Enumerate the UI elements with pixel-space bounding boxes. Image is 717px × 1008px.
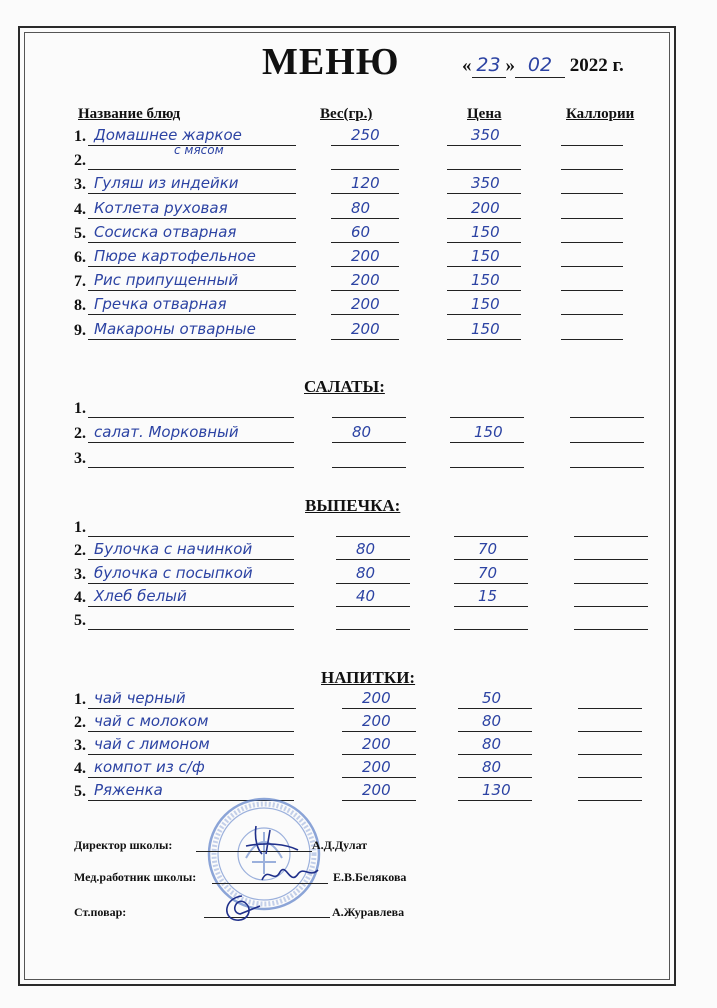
calories-line bbox=[561, 145, 623, 146]
menu-row bbox=[74, 246, 674, 270]
dish-name-line bbox=[88, 218, 296, 219]
price-line bbox=[454, 606, 528, 607]
dish-name: компот из с/ф bbox=[94, 758, 205, 776]
price-line bbox=[458, 800, 532, 801]
row-number: 3. bbox=[74, 737, 86, 754]
dish-price: 150 bbox=[471, 247, 500, 265]
dish-weight: 200 bbox=[362, 781, 391, 799]
header-price: Цена bbox=[467, 106, 502, 122]
row-number: 1. bbox=[74, 691, 86, 708]
header-weight: Вес(гр.) bbox=[320, 106, 373, 122]
calories-line bbox=[561, 339, 623, 340]
medic-name: Е.В.Белякова bbox=[333, 870, 407, 884]
row-number: 1. bbox=[74, 128, 86, 145]
calories-line bbox=[574, 583, 648, 584]
weight-line bbox=[331, 290, 399, 291]
dish-price: 350 bbox=[471, 174, 500, 193]
row-number: 8. bbox=[74, 297, 86, 315]
weight-line bbox=[332, 467, 406, 468]
dish-name-line bbox=[88, 169, 296, 170]
price-line bbox=[447, 314, 521, 315]
menu-row bbox=[74, 688, 674, 712]
price-line bbox=[458, 708, 532, 709]
dish-name: булочка с посыпкой bbox=[94, 563, 253, 582]
price-line bbox=[450, 417, 524, 418]
dish-name: салат. Морковный bbox=[94, 423, 239, 441]
dish-weight: 200 bbox=[351, 319, 380, 338]
row-number: 9. bbox=[74, 321, 86, 339]
dish-name: Макароны отварные bbox=[94, 319, 256, 338]
row-number: 2. bbox=[74, 714, 86, 731]
calories-line bbox=[578, 708, 642, 709]
calories-line bbox=[570, 467, 644, 468]
calories-line bbox=[561, 218, 623, 219]
calories-line bbox=[578, 777, 642, 778]
dish-weight: 200 bbox=[351, 295, 380, 314]
section-title-salads: САЛАТЫ: bbox=[304, 377, 385, 396]
price-line bbox=[447, 193, 521, 194]
dish-name: Пюре картофельное bbox=[94, 247, 256, 265]
director-signature bbox=[236, 820, 306, 860]
dish-price: 150 bbox=[471, 319, 500, 338]
dish-name-line bbox=[88, 266, 296, 267]
dish-name: Ряженка bbox=[94, 781, 163, 799]
dish-price: 70 bbox=[478, 563, 498, 582]
dish-weight: 200 bbox=[362, 712, 391, 730]
dish-price: 150 bbox=[471, 271, 500, 290]
dish-price: 70 bbox=[478, 540, 498, 559]
dish-name-line bbox=[88, 242, 296, 243]
dish-name-line bbox=[88, 339, 296, 340]
weight-line bbox=[332, 442, 406, 443]
row-number: 5. bbox=[74, 783, 86, 800]
row-number: 4. bbox=[74, 588, 86, 606]
price-line bbox=[454, 536, 528, 537]
dish-name-line bbox=[88, 629, 294, 630]
dish-name-line bbox=[88, 467, 294, 468]
weight-line bbox=[342, 731, 416, 732]
dish-weight: 80 bbox=[356, 563, 376, 582]
calories-line bbox=[561, 314, 623, 315]
dish-name: чай с лимоном bbox=[94, 735, 210, 753]
menu-row bbox=[74, 586, 674, 610]
dish-name-line bbox=[88, 731, 294, 732]
calories-line bbox=[561, 242, 623, 243]
dish-name: Сосиска отварная bbox=[94, 222, 237, 241]
weight-line bbox=[331, 193, 399, 194]
row-number: 2. bbox=[74, 542, 86, 560]
menu-row bbox=[74, 173, 674, 197]
dish-name-line bbox=[88, 583, 294, 584]
row-number: 3. bbox=[74, 565, 86, 583]
cook-name: А.Журавлева bbox=[332, 905, 405, 919]
dish-price: 350 bbox=[471, 126, 500, 144]
weight-line bbox=[336, 606, 410, 607]
dish-name: Гуляш из индейки bbox=[94, 174, 239, 193]
dish-name-line bbox=[88, 290, 296, 291]
row-number: 5. bbox=[74, 224, 86, 242]
dish-price: 130 bbox=[482, 781, 511, 799]
date-month: 02 bbox=[527, 54, 553, 76]
calories-line bbox=[561, 266, 623, 267]
menu-row bbox=[74, 198, 674, 222]
header-calories: Каллории bbox=[566, 106, 635, 122]
calories-line bbox=[561, 169, 623, 170]
weight-line bbox=[336, 629, 410, 630]
menu-row bbox=[74, 539, 674, 563]
dish-name: Рис припущенный bbox=[94, 271, 239, 290]
menu-row bbox=[74, 734, 674, 758]
calories-line bbox=[574, 606, 648, 607]
price-line bbox=[458, 777, 532, 778]
price-line bbox=[450, 442, 524, 443]
calories-line bbox=[561, 290, 623, 291]
weight-line bbox=[331, 242, 399, 243]
weight-line bbox=[342, 754, 416, 755]
cook-label: Ст.повар: bbox=[74, 905, 127, 919]
calories-line bbox=[578, 731, 642, 732]
weight-line bbox=[331, 266, 399, 267]
dish-name-line bbox=[88, 559, 294, 560]
calories-line bbox=[570, 442, 644, 443]
dish-weight: 80 bbox=[356, 540, 376, 559]
menu-row bbox=[74, 125, 674, 157]
dish-price: 80 bbox=[482, 735, 502, 753]
price-line bbox=[454, 559, 528, 560]
calories-line bbox=[578, 800, 642, 801]
weight-line bbox=[331, 339, 399, 340]
dish-name: Хлеб белый bbox=[94, 586, 187, 605]
page-title: МЕНЮ bbox=[262, 41, 400, 83]
weight-line bbox=[342, 708, 416, 709]
menu-row bbox=[74, 609, 674, 633]
dish-weight: 200 bbox=[351, 271, 380, 290]
dish-price: 80 bbox=[482, 758, 502, 776]
price-line bbox=[447, 290, 521, 291]
dish-name-line bbox=[88, 754, 294, 755]
dish-name: чай с молоком bbox=[94, 712, 209, 730]
menu-row bbox=[74, 711, 674, 735]
menu-row bbox=[74, 516, 674, 540]
price-line bbox=[447, 169, 521, 170]
dish-name: Гречка отварная bbox=[94, 295, 227, 314]
row-number: 1. bbox=[74, 400, 86, 417]
dish-weight: 40 bbox=[356, 586, 376, 605]
section-title-drinks: НАПИТКИ: bbox=[321, 668, 416, 687]
dish-weight: 200 bbox=[362, 689, 391, 707]
row-number: 6. bbox=[74, 249, 86, 266]
price-line bbox=[447, 266, 521, 267]
dish-price: 50 bbox=[482, 689, 502, 707]
dish-weight: 60 bbox=[351, 222, 371, 241]
row-number: 2. bbox=[74, 425, 86, 442]
row-number: 3. bbox=[74, 176, 86, 194]
price-line bbox=[458, 754, 532, 755]
medic-label: Мед.работник школы: bbox=[74, 870, 197, 884]
weight-line bbox=[342, 777, 416, 778]
row-number: 2. bbox=[74, 152, 86, 170]
menu-row bbox=[74, 270, 674, 294]
dish-name: Булочка с начинкой bbox=[94, 540, 253, 559]
dish-name-continuation: с мясом bbox=[174, 143, 224, 157]
dish-weight: 80 bbox=[352, 423, 372, 441]
calories-line bbox=[574, 629, 648, 630]
price-line bbox=[447, 242, 521, 243]
medic-signature bbox=[256, 858, 326, 892]
director-name: А.Д.Дулат bbox=[312, 838, 368, 852]
weight-line bbox=[342, 800, 416, 801]
row-number: 5. bbox=[74, 612, 86, 630]
menu-row bbox=[74, 563, 674, 587]
weight-line bbox=[331, 169, 399, 170]
weight-line bbox=[331, 145, 399, 146]
menu-row bbox=[74, 422, 674, 446]
row-number: 1. bbox=[74, 519, 86, 536]
dish-name-line bbox=[88, 708, 294, 709]
row-number: 4. bbox=[74, 200, 86, 218]
dish-price: 80 bbox=[482, 712, 502, 730]
dish-name: Котлета руховая bbox=[94, 198, 228, 217]
date-close-quote: » bbox=[505, 55, 515, 76]
dish-name-line bbox=[88, 606, 294, 607]
price-line bbox=[447, 218, 521, 219]
calories-line bbox=[574, 536, 648, 537]
dish-name-line bbox=[88, 193, 296, 194]
dish-weight: 200 bbox=[351, 247, 380, 265]
calories-line bbox=[574, 559, 648, 560]
dish-weight: 200 bbox=[362, 735, 391, 753]
dish-name-line bbox=[88, 314, 296, 315]
calories-line bbox=[561, 193, 623, 194]
weight-line bbox=[336, 583, 410, 584]
row-number: 3. bbox=[74, 450, 86, 467]
dish-weight: 200 bbox=[362, 758, 391, 776]
date-open-quote: « bbox=[462, 55, 472, 76]
menu-row bbox=[74, 222, 674, 246]
dish-price: 200 bbox=[471, 198, 500, 217]
menu-row bbox=[74, 319, 674, 343]
price-line bbox=[458, 731, 532, 732]
menu-row bbox=[74, 780, 674, 804]
dish-name: Домашнее жаркое bbox=[94, 126, 242, 144]
price-line bbox=[454, 583, 528, 584]
price-line bbox=[447, 339, 521, 340]
menu-row bbox=[74, 149, 674, 173]
dish-weight: 80 bbox=[351, 198, 371, 217]
menu-row bbox=[74, 757, 674, 781]
weight-line bbox=[332, 417, 406, 418]
weight-line bbox=[331, 218, 399, 219]
price-line bbox=[447, 145, 521, 146]
menu-row bbox=[74, 294, 674, 318]
weight-line bbox=[336, 536, 410, 537]
dish-price: 150 bbox=[474, 423, 503, 441]
dish-name: чай черный bbox=[94, 689, 186, 707]
menu-date bbox=[462, 54, 624, 78]
price-line bbox=[454, 629, 528, 630]
dish-name-line bbox=[88, 417, 294, 418]
dish-weight: 120 bbox=[351, 174, 380, 193]
dish-name-line bbox=[88, 777, 294, 778]
calories-line bbox=[570, 417, 644, 418]
calories-line bbox=[578, 754, 642, 755]
date-year: 2022 г. bbox=[569, 55, 624, 76]
row-number: 4. bbox=[74, 760, 86, 777]
dish-price: 150 bbox=[471, 295, 500, 314]
menu-row bbox=[74, 397, 674, 421]
cook-signature bbox=[214, 892, 270, 926]
dish-price: 150 bbox=[471, 222, 500, 241]
dish-name-line bbox=[88, 536, 294, 537]
price-line bbox=[450, 467, 524, 468]
menu-row bbox=[74, 447, 674, 471]
director-label: Директор школы: bbox=[74, 838, 173, 852]
dish-weight: 250 bbox=[351, 126, 380, 144]
section-title-pastry: ВЫПЕЧКА: bbox=[305, 496, 401, 515]
row-number: 7. bbox=[74, 273, 86, 291]
dish-name-line bbox=[88, 442, 294, 443]
weight-line bbox=[336, 559, 410, 560]
dish-price: 15 bbox=[478, 586, 498, 605]
weight-line bbox=[331, 314, 399, 315]
header-dish-name: Название блюд bbox=[78, 106, 181, 122]
date-day: 23 bbox=[476, 54, 501, 76]
